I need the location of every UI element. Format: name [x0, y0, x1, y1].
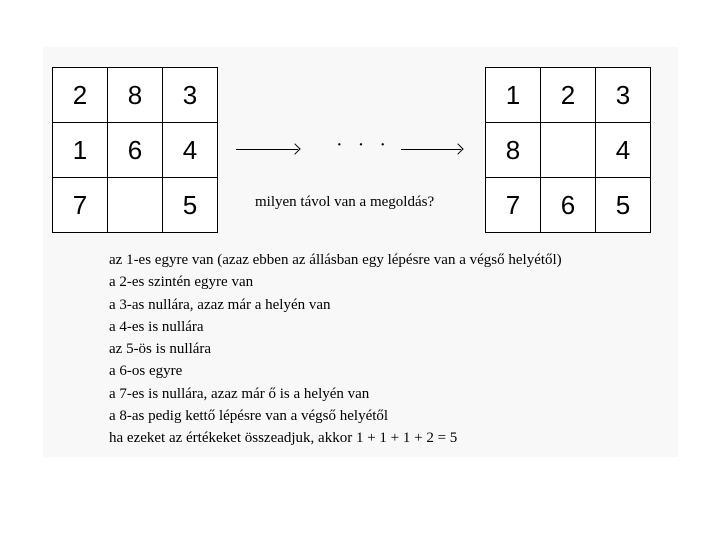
start-cell: 7 — [53, 178, 108, 233]
ellipsis: · · · — [336, 134, 391, 156]
start-cell: 3 — [163, 68, 218, 123]
explanation-summary-line: ha ezeket az értékeket összeadjuk, akkor 1 + 1 + 1 + 2 = 5 — [109, 430, 458, 447]
start-state-grid — [52, 67, 218, 233]
explanation-line: a 8-as pedig kettő lépésre van a végső helyétől — [109, 408, 389, 425]
right-arrow-icon — [236, 149, 298, 150]
explanation-line: a 3-as nullára, azaz már a helyén van — [109, 296, 331, 313]
goal-cell: 2 — [541, 68, 596, 123]
goal-state-grid — [485, 67, 651, 233]
start-cell: 5 — [163, 178, 218, 233]
explanation-line: az 1-es egyre van (azaz ebben az állásban egy lépésre van a végső helyétől) — [109, 252, 562, 268]
start-cell: 8 — [108, 68, 163, 123]
start-cell: 1 — [53, 123, 108, 178]
goal-cell: 3 — [596, 68, 651, 123]
start-cell-empty — [108, 178, 163, 233]
goal-cell-empty — [541, 123, 596, 178]
goal-cell: 1 — [486, 68, 541, 123]
start-cell: 4 — [163, 123, 218, 178]
goal-cell: 8 — [486, 123, 541, 178]
right-arrow-icon — [401, 149, 461, 150]
explanation-text — [109, 249, 562, 450]
start-cell: 6 — [108, 123, 163, 178]
start-cell: 2 — [53, 68, 108, 123]
goal-cell: 7 — [486, 178, 541, 233]
explanation-line: az 5-ös is nullára — [109, 341, 212, 358]
distance-question: milyen távol van a megoldás? — [255, 194, 435, 210]
explanation-line: a 4-es is nullára — [109, 318, 204, 335]
goal-cell: 5 — [596, 178, 651, 233]
explanation-line: a 7-es is nullára, azaz már ő is a helyén van — [109, 385, 370, 402]
goal-cell: 6 — [541, 178, 596, 233]
explanation-line: a 6-os egyre — [109, 363, 183, 380]
explanation-line: a 2-es szintén egyre van — [109, 274, 254, 291]
goal-cell: 4 — [596, 123, 651, 178]
